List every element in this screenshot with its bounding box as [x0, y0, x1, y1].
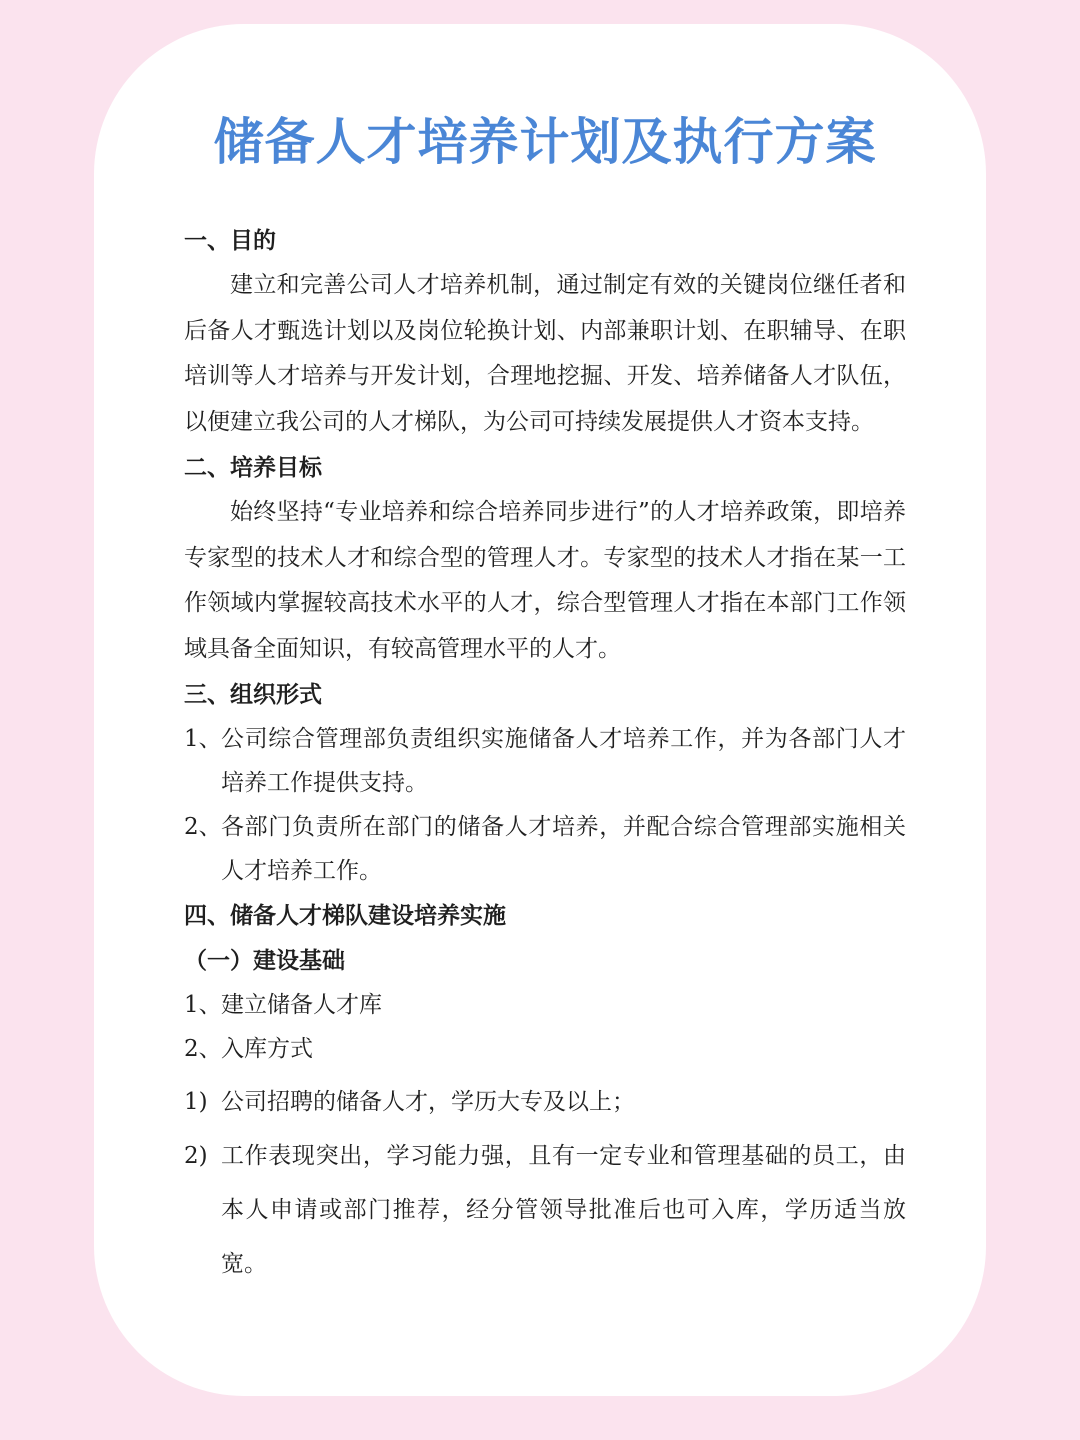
- document-title: 储备人才培养计划及执行方案: [213, 113, 877, 171]
- sub-list-item-number: 2): [184, 1143, 208, 1169]
- list-item-text: 建立储备人才库: [221, 992, 382, 1018]
- list-item-number: 1、: [184, 726, 222, 752]
- section-heading-purpose: 一、目的: [184, 227, 276, 254]
- list-item-text: 公司综合管理部负责组织实施储备人才培养工作，并为各部门人才培养工作提供支持。: [221, 726, 906, 796]
- section-heading-implementation: 四、储备人才梯队建设培养实施: [184, 902, 506, 929]
- list-item: [184, 717, 906, 805]
- list-item-number: 1、: [184, 992, 222, 1018]
- list-item-text: 入库方式: [221, 1036, 313, 1062]
- section-heading-organization: 三、组织形式: [184, 681, 322, 708]
- sub-list-item: [184, 1129, 906, 1291]
- list-item: [184, 983, 906, 1027]
- sub-list-item-number: 1): [184, 1089, 208, 1115]
- subsection-heading-foundation: （一）建设基础: [184, 947, 345, 974]
- document-content: [184, 100, 906, 1291]
- list-item: [184, 1027, 906, 1071]
- list-item-text: 各部门负责所在部门的储备人才培养，并配合综合管理部实施相关人才培养工作。: [221, 814, 906, 884]
- list-item: [184, 805, 906, 893]
- list-item-number: 2、: [184, 814, 222, 840]
- section-heading-goals: 二、培养目标: [184, 454, 322, 481]
- section-paragraph-goals: 始终坚持“专业培养和综合培养同步进行”的人才培养政策，即培养专家型的技术人才和综合型的管理人才。专家型的技术人才指在某一工作领域内掌握较高技术水平的人才，综合型管理人才指在本部门工作领域具备全面知识，有较高管理水平的人才。: [184, 499, 906, 662]
- sub-list-item: [184, 1075, 906, 1129]
- list-item-number: 2、: [184, 1036, 222, 1062]
- section-paragraph-purpose: 建立和完善公司人才培养机制，通过制定有效的关键岗位继任者和后备人才甄选计划以及岗位轮换计划、内部兼职计划、在职辅导、在职培训等人才培养与开发计划，合理地挖掘、开发、培养储备人才队伍，以便建立我公司的人才梯队，为公司可持续发展提供人才资本支持。: [184, 272, 906, 435]
- sub-list-item-text: 工作表现突出，学习能力强，且有一定专业和管理基础的员工，由本人申请或部门推荐，经分管领导批准后也可入库，学历适当放宽。: [221, 1143, 906, 1277]
- sub-list-item-text: 公司招聘的储备人才，学历大专及以上；: [221, 1089, 635, 1115]
